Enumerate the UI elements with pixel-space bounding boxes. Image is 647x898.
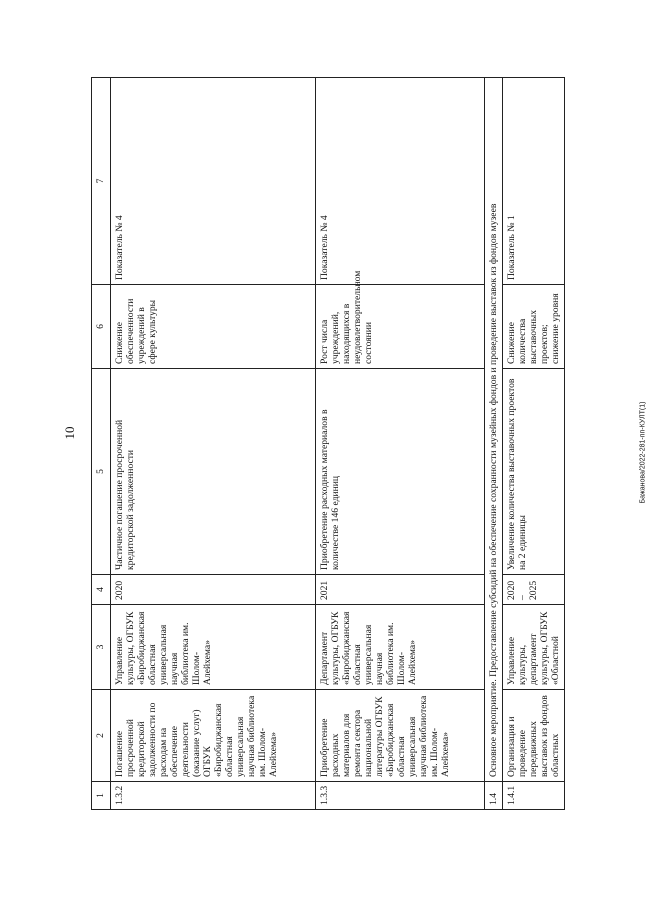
header-cell: 6: [92, 285, 111, 369]
header-cell: 2: [92, 690, 111, 782]
year: 2021: [316, 575, 485, 605]
expected-result: Увеличение количества выставочных проектов на 2 единицы: [503, 369, 565, 575]
section-row: [485, 78, 503, 810]
measure-name: Организация и проведение передвижных выставок из фондов областных: [503, 690, 565, 782]
row-number: 1.4.1: [503, 782, 565, 810]
document-code: Бажанова/2022-281-пп-КУЛТ(1): [639, 401, 647, 504]
row-number: 1.3.3: [316, 782, 485, 810]
consequence: Снижение обеспеченности учреждений в сфере культуры: [111, 285, 316, 369]
consequence: Рост числа учреждений, находящихся в неудовлетворительном состоянии: [316, 285, 485, 369]
measure-name: Приобретение расходных материалов для ремонта сектора национальной литературы ОГБУК «Биробиджанская областная универсальная научная библиотека им. Шолом-Алейхема»: [316, 690, 485, 782]
table-row: [316, 78, 485, 810]
expected-result: Частичное погашение просроченной кредиторской задолженности: [111, 369, 316, 575]
year: 2020 – 2025: [503, 575, 565, 605]
expected-result: Приобретение расходных материалов в количестве 146 единиц: [316, 369, 485, 575]
indicator: Показатель № 4: [316, 78, 485, 285]
header-cell: 3: [92, 605, 111, 690]
table-row: [503, 78, 565, 810]
section-number: 1.4: [485, 782, 503, 810]
table-row: [111, 78, 316, 810]
measure-name: Погашение просроченной кредиторской задолженности по расходам на обеспечение деятельности (оказание услуг) ОГБУК «Биробиджанская областная универсальная научная библиотека им. Шолом-Алейхема»: [111, 690, 316, 782]
executor: Управление культуры, департамент культуры, ОГБУК «Областной: [503, 605, 565, 690]
section-title: Основное мероприятие. Предоставление субсидий на обеспечение сохранности музейных фондов и проведение выставок из фондов музеев: [485, 78, 503, 782]
executor: Управление культуры, ОГБУК «Биробиджанская областная универсальная научная библиотека им. Шолом-Алейхема»: [111, 605, 316, 690]
header-cell: 4: [92, 575, 111, 605]
row-number: 1.3.2: [111, 782, 316, 810]
header-cell: 5: [92, 369, 111, 575]
consequence: Снижение количества выставочных проектов; снижение уровня: [503, 285, 565, 369]
executor: Департамент культуры, ОГБУК «Биробиджанская областная универсальная научная библиотека им. Шолом-Алейхема»: [316, 605, 485, 690]
year: 2020: [111, 575, 316, 605]
measures-table: [91, 77, 565, 810]
page-number: 10: [62, 426, 77, 440]
header-row: [92, 78, 111, 810]
indicator: Показатель № 1: [503, 78, 565, 285]
header-cell: 7: [92, 78, 111, 285]
landscape-table-container: [91, 78, 561, 810]
indicator: Показатель № 4: [111, 78, 316, 285]
header-cell: 1: [92, 782, 111, 810]
